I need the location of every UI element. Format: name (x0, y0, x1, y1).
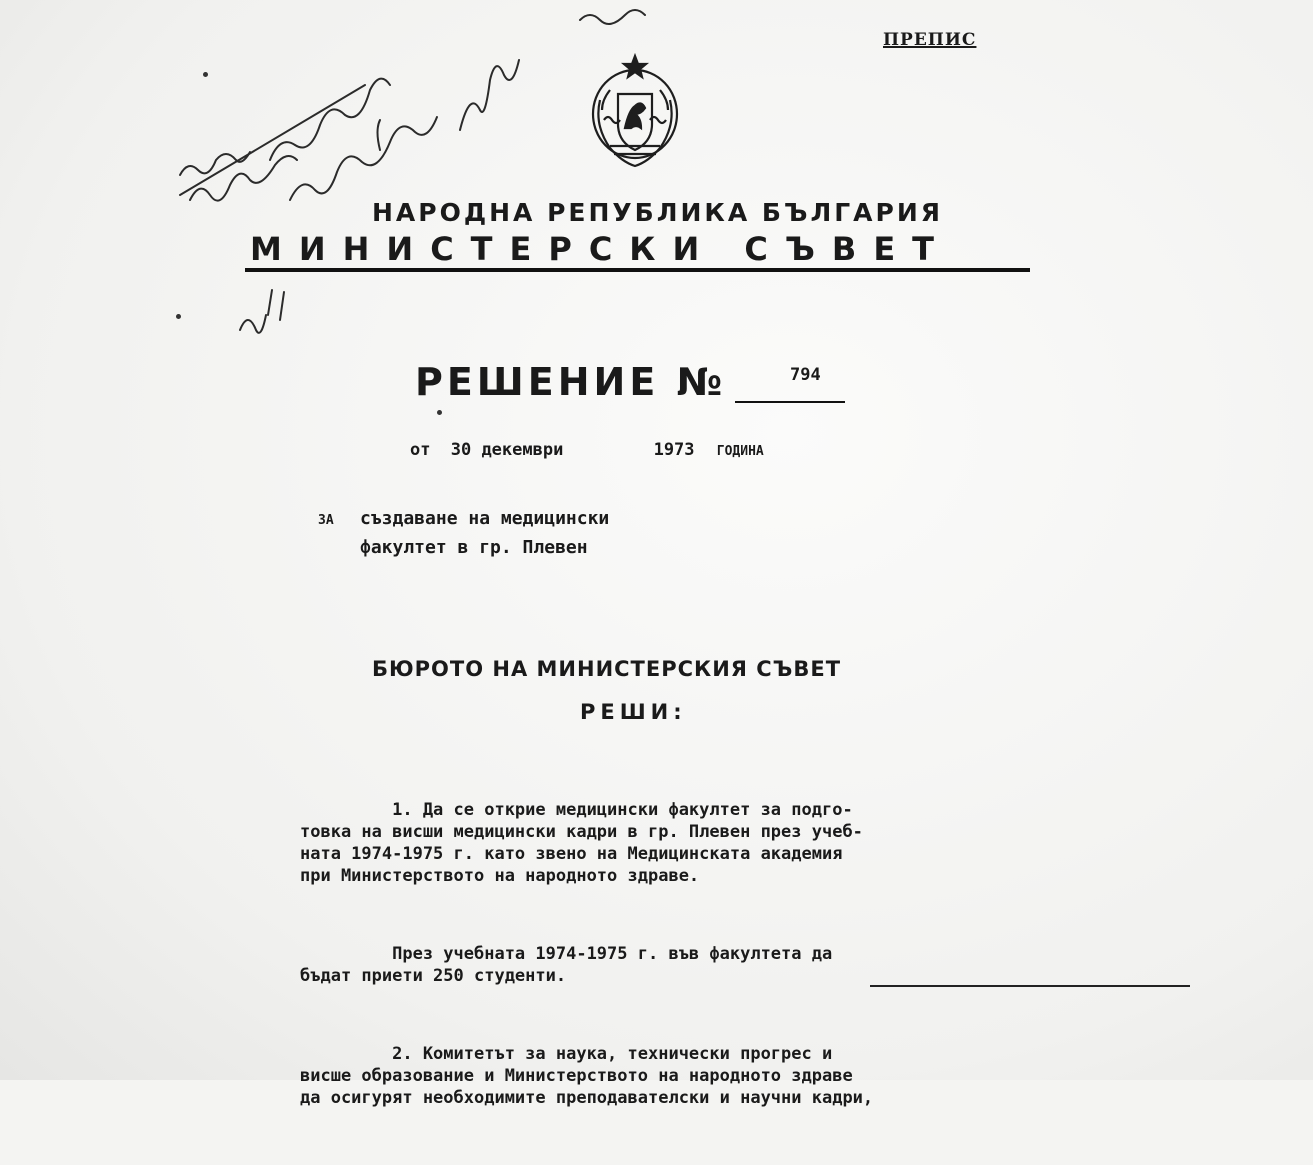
year-suffix: ГОДИНА (716, 444, 764, 459)
header-divider (245, 268, 1030, 272)
decision-subject (318, 505, 609, 561)
date-year: 1973 (653, 440, 695, 460)
coat-of-arms-icon (580, 50, 690, 170)
paragraph-2: През учебната 1974-1975 г. във факултета да бъдат приети 250 студенти. (300, 944, 833, 986)
republic-title: НАРОДНА РЕПУБЛИКА БЪЛГАРИЯ (372, 198, 943, 227)
bottom-divider (870, 985, 1190, 987)
subject-line-1: създаване на медицински (360, 508, 610, 529)
date-prefix: от (410, 440, 431, 460)
date-value: 30 декември (450, 440, 564, 460)
council-title: МИНИСТЕРСКИ СЪВЕТ (250, 230, 951, 268)
decision-title: РЕШЕНИЕ № (415, 360, 727, 404)
subject-line-2: факултет в гр. Плевен (360, 537, 588, 558)
decision-body (300, 755, 1060, 1165)
ink-dot (437, 410, 442, 415)
subject-prefix: ЗА (318, 513, 334, 528)
paragraph-3: 2. Комитетът за наука, технически прогрес и висше образование и Министерството на народното здраве да осигурят необходимите преподавателски и научни кадри, (300, 1044, 874, 1108)
ink-dot (203, 72, 208, 77)
copy-mark: ПРЕПИС (883, 30, 977, 50)
decision-number-underline (735, 401, 845, 403)
bureau-heading: БЮРОТО НА МИНИСТЕРСКИЯ СЪВЕТ (372, 657, 842, 681)
decision-date (410, 440, 764, 460)
resolved-heading: РЕШИ: (580, 700, 687, 724)
ink-dot (176, 314, 181, 319)
decision-number: 794 (790, 365, 821, 385)
paragraph-1: 1. Да се открие медицински факултет за подго- товка на висши медицински кадри в гр. Плевен през учеб- ната 1974-1975 г. като звено на Медицинската академия при Министерството на народното здраве. (300, 800, 863, 886)
